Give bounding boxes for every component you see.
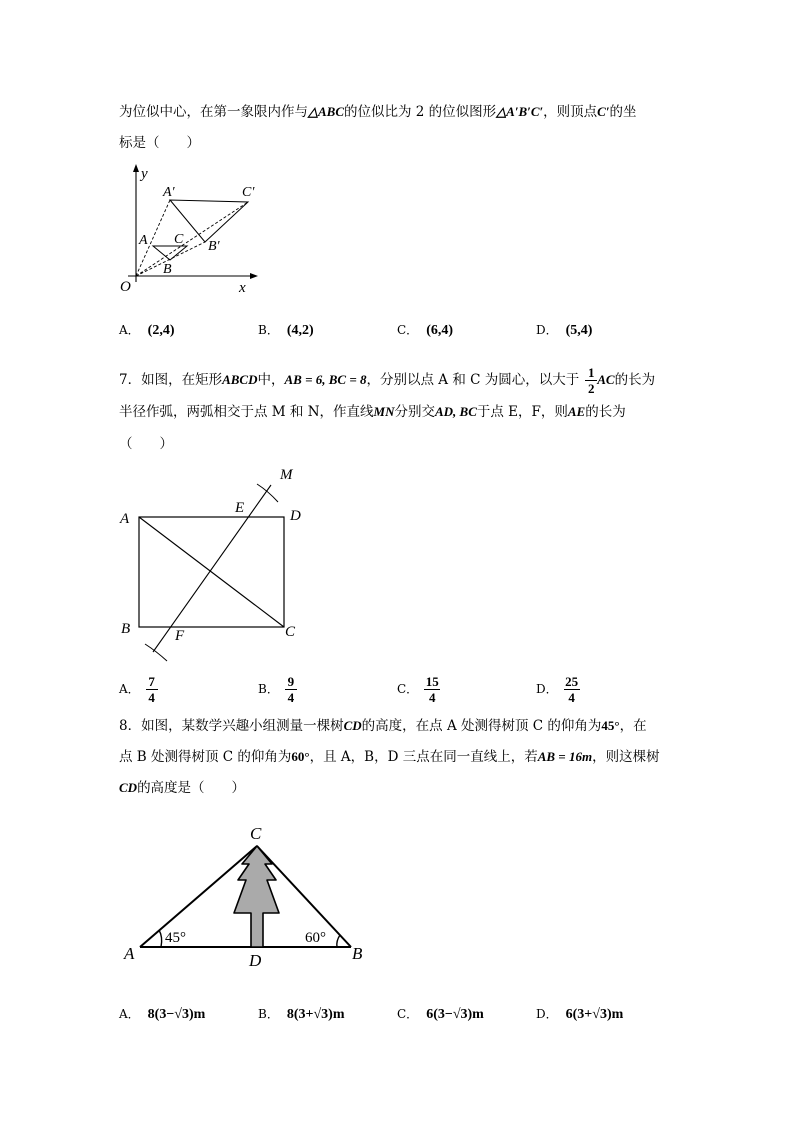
label-x: x xyxy=(239,280,246,296)
q8-tree-figure xyxy=(118,820,378,975)
q8-text: 的高度是（ ） xyxy=(137,780,246,796)
q8-angle-60: 60° xyxy=(291,749,310,764)
q6-option-c[interactable] xyxy=(397,321,453,339)
q7-option-a[interactable] xyxy=(119,675,158,704)
q7-segments-ad-bc: AD, BC xyxy=(434,404,477,419)
label-c: C xyxy=(174,232,184,247)
q7-segment-ac: AC xyxy=(597,372,615,387)
option-letter: A． xyxy=(119,323,140,337)
q7-option-c[interactable] xyxy=(397,675,440,704)
option-fraction xyxy=(146,675,158,704)
option-letter: B． xyxy=(258,323,279,337)
x-axis-arrow-icon xyxy=(250,273,258,279)
q7-line-3 xyxy=(119,434,173,454)
label-b: B xyxy=(121,621,131,637)
angle-arc-60 xyxy=(337,935,340,947)
q8-text: ，且 A，B，D 三点在同一直线上，若 xyxy=(309,749,538,765)
q6-option-d[interactable] xyxy=(536,321,592,339)
q8-angle-45: 45° xyxy=(601,718,620,733)
q7-text: （ ） xyxy=(119,436,173,452)
q6-text: 的坐 xyxy=(609,104,637,120)
y-axis-arrow-icon xyxy=(133,164,139,172)
label-b: B xyxy=(352,944,363,963)
fraction-numerator: 25 xyxy=(565,674,579,689)
fraction-denominator: 4 xyxy=(428,690,436,705)
label-c: C xyxy=(285,624,296,640)
q6-vertex-c-prime: C′ xyxy=(597,104,610,119)
option-value: 6(3−√3)m xyxy=(426,1007,484,1022)
q7-segment-ae: AE xyxy=(567,404,586,419)
q7-rectangle-figure xyxy=(112,462,312,667)
option-value: (4,2) xyxy=(286,323,314,338)
label-o: O xyxy=(120,279,131,295)
q7-option-b[interactable] xyxy=(258,675,297,704)
angle-arc-45 xyxy=(159,930,162,947)
q6-text: ，则顶点 xyxy=(543,104,598,120)
q7-text: 分别交 xyxy=(394,404,435,420)
option-value: 8(3+√3)m xyxy=(286,1007,345,1022)
q8-option-d[interactable] xyxy=(536,1005,623,1023)
q6-option-b[interactable] xyxy=(258,321,314,339)
q6-text: 的位似比为 2 的位似图形 xyxy=(344,104,497,120)
label-c-prime: C′ xyxy=(242,185,255,200)
option-letter: D． xyxy=(536,323,558,337)
option-letter: B． xyxy=(258,1007,279,1021)
q8-text: 8．如图，某数学兴趣小组测量一棵树 xyxy=(119,718,344,734)
q7-text: 的长为 xyxy=(585,404,626,420)
label-e: E xyxy=(235,500,245,516)
q7-line-1 xyxy=(119,366,655,395)
option-fraction xyxy=(564,675,580,704)
label-a-prime: A′ xyxy=(163,185,175,200)
label-b-prime: B′ xyxy=(208,239,220,254)
fraction-denominator: 4 xyxy=(568,690,575,705)
label-a: A xyxy=(124,944,135,963)
option-letter: B． xyxy=(258,682,279,696)
q6-line-2 xyxy=(119,133,200,153)
q6-triangle-abc: △ABC xyxy=(308,104,345,119)
q6-line-1 xyxy=(119,102,637,122)
label-y: y xyxy=(141,166,148,182)
q8-option-c[interactable] xyxy=(397,1005,484,1023)
option-letter: C． xyxy=(397,1007,419,1021)
fraction-numerator: 7 xyxy=(148,674,155,689)
q7-rect-abcd: ABCD xyxy=(222,372,258,387)
label-b: B xyxy=(163,262,172,277)
option-letter: D． xyxy=(536,1007,558,1021)
option-letter: C． xyxy=(397,323,419,337)
q8-text: 点 B 处测得树顶 C 的仰角为 xyxy=(119,749,292,765)
option-value: 8(3−√3)m xyxy=(147,1007,206,1022)
q8-tree-cd: CD xyxy=(119,780,138,795)
label-angle-60: 60° xyxy=(305,930,326,946)
fraction-denominator: 2 xyxy=(588,381,595,396)
option-letter: C． xyxy=(397,682,419,696)
option-letter: A． xyxy=(119,682,140,696)
q6-triangle-prime: △A′B′C′ xyxy=(496,104,544,119)
q7-line-2 xyxy=(119,402,626,422)
q8-length-ab: AB = 16m xyxy=(537,749,593,764)
label-f: F xyxy=(175,628,185,644)
q7-line-mn: MN xyxy=(373,404,395,419)
q7-condition: AB = 6, BC = 8 xyxy=(284,372,367,387)
option-fraction xyxy=(424,675,440,704)
q8-text: ，在 xyxy=(619,718,647,734)
arc-mark-n xyxy=(145,644,167,661)
label-d: D xyxy=(249,951,262,970)
q6-text: 为位似中心，在第一象限内作与 xyxy=(119,104,308,120)
option-value: (6,4) xyxy=(426,323,454,338)
option-value: (2,4) xyxy=(147,323,175,338)
option-value: 6(3+√3)m xyxy=(565,1007,624,1022)
q8-text: 的高度，在点 A 处测得树顶 C 的仰角为 xyxy=(361,718,602,734)
q7-fraction-half xyxy=(585,366,597,395)
diagonal-ac xyxy=(139,517,284,627)
label-m: M xyxy=(280,467,293,483)
fraction-numerator: 9 xyxy=(287,674,295,689)
label-angle-45: 45° xyxy=(165,930,186,946)
label-d: D xyxy=(290,508,301,524)
q7-text: 半径作弧，两弧相交于点 M 和 N，作直线 xyxy=(119,404,374,420)
q7-option-d[interactable] xyxy=(536,675,580,704)
fraction-denominator: 4 xyxy=(287,690,295,705)
q6-text: 标是（ ） xyxy=(119,135,200,151)
q8-tree-cd: CD xyxy=(343,718,362,733)
arc-mark-m xyxy=(257,484,278,502)
option-value: (5,4) xyxy=(565,323,593,338)
option-fraction xyxy=(285,675,297,704)
q8-line-3 xyxy=(119,778,245,798)
q8-text: ，则这棵树 xyxy=(592,749,660,765)
q7-text: 7．如图，在矩形 xyxy=(119,372,223,388)
q7-text: 于点 E，F，则 xyxy=(476,404,568,420)
q8-line-2 xyxy=(119,747,660,767)
q7-text: 中， xyxy=(257,372,285,388)
fraction-numerator: 15 xyxy=(425,674,439,689)
option-letter: D． xyxy=(536,682,558,696)
q6-option-a[interactable] xyxy=(119,321,175,339)
q8-line-1 xyxy=(119,716,647,736)
label-a: A xyxy=(139,233,148,248)
option-letter: A． xyxy=(119,1007,140,1021)
q8-option-a[interactable] xyxy=(119,1005,205,1023)
q6-coordinate-figure xyxy=(112,160,272,300)
q8-option-b[interactable] xyxy=(258,1005,344,1023)
q7-text: ，分别以点 A 和 C 为圆心，以大于 xyxy=(366,372,580,388)
fraction-numerator: 1 xyxy=(588,365,595,380)
label-a: A xyxy=(120,511,130,527)
fraction-denominator: 4 xyxy=(148,690,155,705)
label-c: C xyxy=(250,824,262,843)
q7-text: 的长为 xyxy=(614,372,656,388)
